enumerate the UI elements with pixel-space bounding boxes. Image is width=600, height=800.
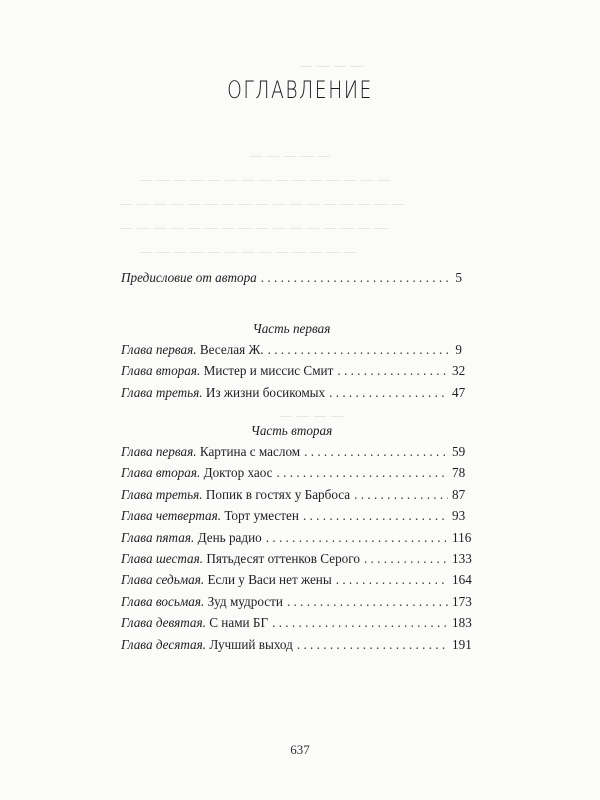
bleed-through-texture: — — — — — — — — — — — — — — — xyxy=(140,172,391,186)
toc-entry-label xyxy=(121,508,299,524)
toc-entry-label xyxy=(121,637,293,653)
bleed-through-texture: — — — — xyxy=(300,58,364,72)
toc-entry-label xyxy=(121,444,300,460)
toc-page-number: 59 xyxy=(452,444,466,459)
chapter-ordinal: Глава десятая. xyxy=(121,636,207,652)
chapter-name: Из жизни босикомых xyxy=(205,384,326,400)
chapter-ordinal: Глава пятая. xyxy=(121,529,195,545)
dot-leader xyxy=(329,385,448,401)
dot-leader xyxy=(261,270,448,286)
toc-entry-label xyxy=(121,465,273,481)
toc-entry xyxy=(121,593,472,615)
toc-entry xyxy=(121,636,472,658)
part-heading: Часть вторая xyxy=(250,423,333,438)
chapter-name: Доктор хаос xyxy=(203,465,273,481)
toc-page-number: 173 xyxy=(452,593,472,609)
toc-page-number: 5 xyxy=(455,270,462,285)
toc-page-number: 87 xyxy=(452,486,466,502)
toc-entry xyxy=(121,615,472,636)
chapter-name: С нами БГ xyxy=(209,615,269,631)
chapter-name: День радио xyxy=(197,529,262,545)
chapter-ordinal: Глава первая. xyxy=(121,342,197,357)
bleed-through-texture: — — — — — — — — — — — — — — — — xyxy=(120,220,388,234)
toc-entry xyxy=(121,270,462,291)
toc-part-one xyxy=(121,318,466,406)
dot-leader xyxy=(272,615,448,631)
dot-leader xyxy=(268,342,448,358)
toc-part-two xyxy=(121,420,472,658)
chapter-ordinal: Глава шестая. xyxy=(121,550,204,566)
toc-entry xyxy=(121,363,466,384)
chapter-name: Лучший выход xyxy=(209,636,293,652)
dot-leader xyxy=(354,487,448,503)
chapter-name: Пятьдесят оттенков Серого xyxy=(206,550,360,566)
toc-entry-label xyxy=(121,572,332,588)
bleed-through-texture: — — — — xyxy=(280,408,344,422)
chapter-ordinal: Глава третья. xyxy=(121,384,203,400)
toc-page-number: 133 xyxy=(452,550,472,566)
toc-entry xyxy=(121,486,466,508)
toc-entry-label xyxy=(121,551,360,567)
chapter-ordinal: Глава восьмая. xyxy=(121,593,205,609)
toc-page-number: 183 xyxy=(452,615,472,631)
dot-leader xyxy=(277,465,448,481)
toc-entry xyxy=(121,550,472,572)
dot-leader xyxy=(304,444,448,460)
dot-leader xyxy=(303,508,448,524)
page-title: ОГЛАВЛЕНИЕ xyxy=(227,76,373,104)
toc-entry xyxy=(121,465,466,486)
toc-page-number: 9 xyxy=(455,342,462,357)
dot-leader xyxy=(364,551,448,567)
toc-entry-label xyxy=(121,594,283,610)
dot-leader xyxy=(297,637,448,653)
chapter-name: Если у Васи нет жены xyxy=(207,572,332,588)
toc-page-number: 164 xyxy=(452,572,472,588)
toc-entry xyxy=(121,342,462,363)
toc-page-number: 93 xyxy=(452,508,466,524)
toc-entry-label xyxy=(121,363,333,379)
toc-page-number: 32 xyxy=(452,363,466,379)
toc-entry-label xyxy=(121,270,257,286)
toc-page-number: 78 xyxy=(452,465,466,481)
preface-title: Предисловие от автора xyxy=(121,270,257,285)
toc-entry-label xyxy=(121,615,268,631)
chapter-ordinal: Глава третья. xyxy=(121,486,203,502)
toc-entry-label xyxy=(121,530,262,546)
toc-entry-label xyxy=(121,385,325,401)
chapter-name: Веселая Ж. xyxy=(199,342,264,357)
bleed-through-texture: — — — — — xyxy=(250,148,331,162)
toc-entry xyxy=(121,572,472,593)
toc-entry xyxy=(121,384,466,406)
dot-leader xyxy=(337,363,448,379)
toc-entry-label xyxy=(121,487,350,503)
part-heading: Часть первая xyxy=(252,321,331,336)
toc-entry xyxy=(121,444,466,465)
toc-entry xyxy=(121,529,472,551)
bleed-through-texture: — — — — — — — — — — — — — — — — — xyxy=(120,196,405,210)
toc-page-number: 191 xyxy=(452,636,472,652)
dot-leader xyxy=(266,530,448,546)
chapter-ordinal: Глава седьмая. xyxy=(121,572,205,588)
chapter-ordinal: Глава вторая. xyxy=(121,465,201,481)
chapter-name: Зуд мудрости xyxy=(207,593,283,609)
chapter-ordinal: Глава девятая. xyxy=(121,615,206,631)
toc-preface xyxy=(121,270,462,291)
chapter-name: Торт уместен xyxy=(224,508,299,524)
chapter-name: Картина с маслом xyxy=(199,444,301,459)
bleed-through-texture: — — — — — — — — — — — — — xyxy=(140,244,357,258)
dot-leader xyxy=(287,594,448,610)
chapter-name: Попик в гостях у Барбоса xyxy=(205,486,351,502)
chapter-ordinal: Глава первая. xyxy=(121,444,197,459)
toc-entry xyxy=(121,508,466,529)
toc-page-number: 47 xyxy=(452,384,466,400)
toc-entry-label xyxy=(121,342,264,358)
chapter-ordinal: Глава вторая. xyxy=(121,363,201,379)
page-number: 637 xyxy=(290,742,310,757)
chapter-name: Мистер и миссис Смит xyxy=(203,363,334,379)
chapter-ordinal: Глава четвертая. xyxy=(121,508,222,524)
dot-leader xyxy=(336,572,448,588)
toc-page-number: 116 xyxy=(452,529,472,545)
